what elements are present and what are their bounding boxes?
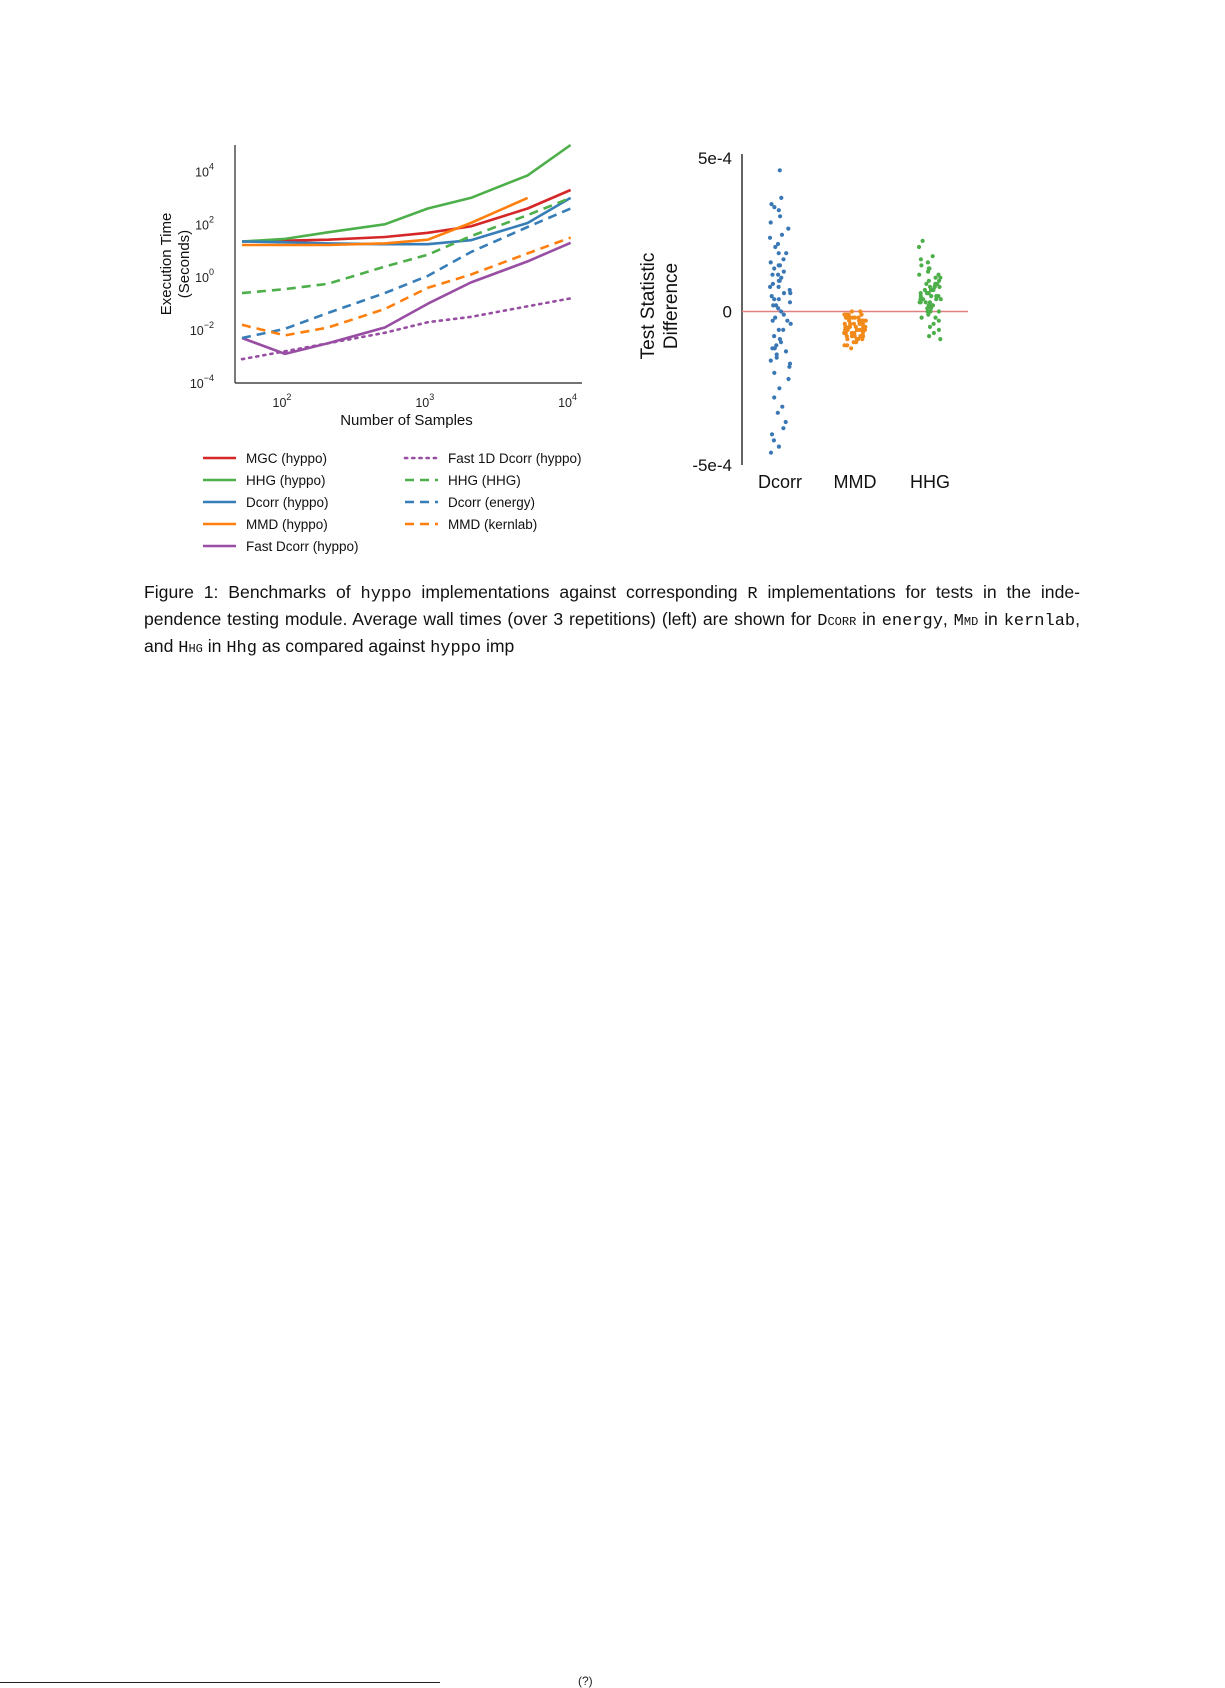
- data-point: [776, 273, 780, 277]
- caption-code: Hhg: [178, 639, 203, 658]
- data-point: [921, 239, 925, 243]
- data-point: [782, 291, 786, 295]
- x-tick-label: $10^4$: [558, 392, 578, 410]
- test-statistic-strip-chart: [638, 149, 968, 492]
- data-point: [777, 285, 781, 289]
- data-point: [938, 276, 942, 280]
- data-point: [781, 426, 785, 430]
- data-point: [782, 313, 786, 317]
- data-point: [850, 309, 854, 313]
- data-point: [788, 300, 792, 304]
- caption-code: hyppo: [430, 639, 482, 658]
- data-point: [768, 285, 772, 289]
- data-point: [770, 432, 774, 436]
- data-point: [769, 260, 773, 264]
- category-label: MMD: [833, 472, 877, 492]
- data-point: [781, 257, 785, 261]
- caption-text: in: [978, 609, 1004, 629]
- data-point: [926, 260, 930, 264]
- category-label: HHG: [910, 472, 950, 492]
- x-tick-label: $10^3$: [415, 392, 435, 410]
- y-tick-label: 5e-4: [697, 149, 732, 168]
- data-point: [919, 300, 923, 304]
- y-tick-label: $10^4$: [195, 161, 214, 180]
- caption-text: , and: [144, 609, 1080, 656]
- caption-code: R: [747, 585, 758, 604]
- x-tick-label: $10^2$: [272, 392, 292, 410]
- page-number: (?): [578, 1674, 593, 1688]
- caption-code: hyppo: [360, 585, 412, 604]
- data-point: [931, 288, 935, 292]
- data-point: [768, 236, 772, 240]
- data-point: [788, 362, 792, 366]
- data-point: [928, 285, 932, 289]
- data-point: [938, 337, 942, 341]
- data-point: [845, 337, 849, 341]
- data-point: [769, 359, 773, 363]
- data-point: [929, 294, 933, 298]
- legend-label: Fast 1D Dcorr (hyppo): [448, 451, 582, 466]
- data-point: [931, 303, 935, 307]
- data-point: [852, 340, 856, 344]
- data-point: [775, 356, 779, 360]
- legend-label: HHG (hyppo): [246, 473, 326, 488]
- data-point: [850, 331, 854, 335]
- data-point: [861, 319, 865, 323]
- data-point: [772, 297, 776, 301]
- data-point: [927, 266, 931, 270]
- data-point: [772, 334, 776, 338]
- data-point: [848, 322, 852, 326]
- y-axis-label: (Seconds): [176, 229, 193, 299]
- caption-code: kernlab: [1003, 612, 1076, 631]
- data-point: [782, 270, 786, 274]
- legend-label: Dcorr (hyppo): [246, 495, 329, 510]
- data-point: [928, 325, 932, 329]
- data-point: [786, 377, 790, 381]
- legend-label: MMD (hyppo): [246, 517, 328, 532]
- data-point: [854, 325, 858, 329]
- caption-text: ,: [942, 609, 954, 629]
- legend-label: HHG (HHG): [448, 473, 521, 488]
- series-line: [242, 238, 571, 336]
- data-point: [932, 331, 936, 335]
- caption-text: implementations against corresponding: [411, 582, 748, 602]
- y-tick-label: 0: [722, 302, 732, 322]
- data-point: [769, 451, 773, 455]
- data-point: [769, 220, 773, 224]
- series-line: [242, 145, 571, 242]
- caption-code: Hhg: [226, 639, 257, 658]
- legend-label: Fast Dcorr (hyppo): [246, 539, 359, 554]
- data-point: [919, 263, 923, 267]
- data-point: [784, 251, 788, 255]
- data-point: [932, 322, 936, 326]
- data-point: [919, 257, 923, 261]
- data-point: [859, 313, 863, 317]
- data-point: [789, 322, 793, 326]
- data-point: [774, 303, 778, 307]
- execution-time-chart: [158, 145, 582, 554]
- data-point: [777, 251, 781, 255]
- data-point: [926, 309, 930, 313]
- y-axis-label: Difference: [661, 262, 682, 350]
- caption-code: energy: [881, 612, 943, 631]
- legend-label: Dcorr (energy): [448, 495, 536, 510]
- y-tick-label: -5e-4: [692, 456, 732, 475]
- data-point: [917, 273, 921, 277]
- data-point: [859, 328, 863, 332]
- data-point: [927, 334, 931, 338]
- series-line: [242, 298, 571, 359]
- figure-caption: [144, 580, 1080, 661]
- data-point: [778, 168, 782, 172]
- data-point: [853, 334, 857, 338]
- data-point: [777, 279, 781, 283]
- data-point: [786, 227, 790, 231]
- y-tick-label: $10^0$: [195, 267, 214, 286]
- category-label: Dcorr: [758, 472, 802, 492]
- data-point: [772, 438, 776, 442]
- data-point: [934, 297, 938, 301]
- data-point: [781, 328, 785, 332]
- data-point: [924, 300, 928, 304]
- data-point: [933, 316, 937, 320]
- y-tick-label: $10^{-2}$: [189, 320, 214, 339]
- data-point: [778, 214, 782, 218]
- x-axis-label: Number of Samples: [340, 412, 473, 429]
- data-point: [856, 316, 860, 320]
- data-point: [772, 371, 776, 375]
- legend-label: MGC (hyppo): [246, 451, 328, 466]
- caption-text: in: [856, 609, 882, 629]
- data-point: [860, 337, 864, 341]
- data-point: [777, 445, 781, 449]
- data-point: [780, 405, 784, 409]
- data-point: [773, 346, 777, 350]
- data-point: [924, 282, 928, 286]
- data-point: [937, 328, 941, 332]
- data-point: [931, 254, 935, 258]
- caption-text: Figure 1: Benchmarks of: [144, 582, 361, 602]
- y-axis-label: Execution Time: [158, 212, 175, 316]
- data-point: [785, 319, 789, 323]
- data-point: [777, 263, 781, 267]
- data-point: [788, 291, 792, 295]
- data-point: [843, 325, 847, 329]
- data-point: [917, 245, 921, 249]
- data-point: [928, 300, 932, 304]
- caption-text: implementations for tests in the inde-pendence testing module. Average wall times (over 3 repetitions) (left) are shown for: [144, 582, 1080, 629]
- data-point: [777, 328, 781, 332]
- data-point: [937, 319, 941, 323]
- y-axis-label: Test Statistic: [638, 252, 659, 360]
- data-point: [772, 395, 776, 399]
- data-point: [920, 316, 924, 320]
- data-point: [935, 282, 939, 286]
- data-point: [845, 316, 849, 320]
- data-point: [777, 208, 781, 212]
- data-point: [784, 349, 788, 353]
- data-point: [772, 205, 776, 209]
- caption-code: Mmd: [953, 612, 979, 631]
- data-point: [777, 297, 781, 301]
- data-point: [849, 346, 853, 350]
- footnote-rule: [0, 1682, 440, 1683]
- legend-label: MMD (kernlab): [448, 517, 538, 532]
- series-line: [242, 209, 571, 339]
- data-point: [770, 273, 774, 277]
- data-point: [771, 319, 775, 323]
- data-point: [853, 316, 857, 320]
- caption-code: Dcorr: [817, 612, 857, 631]
- data-point: [772, 266, 776, 270]
- data-point: [779, 196, 783, 200]
- data-point: [776, 411, 780, 415]
- caption-text: imp: [481, 636, 515, 656]
- data-point: [780, 233, 784, 237]
- data-point: [777, 386, 781, 390]
- data-point: [778, 337, 782, 341]
- data-point: [773, 245, 777, 249]
- data-point: [939, 297, 943, 301]
- y-tick-label: $10^2$: [195, 214, 214, 233]
- y-tick-label: $10^{-4}$: [189, 373, 214, 391]
- caption-text: in: [202, 636, 227, 656]
- data-point: [784, 420, 788, 424]
- data-point: [845, 343, 849, 347]
- caption-text: as compared against: [256, 636, 431, 656]
- data-point: [937, 309, 941, 313]
